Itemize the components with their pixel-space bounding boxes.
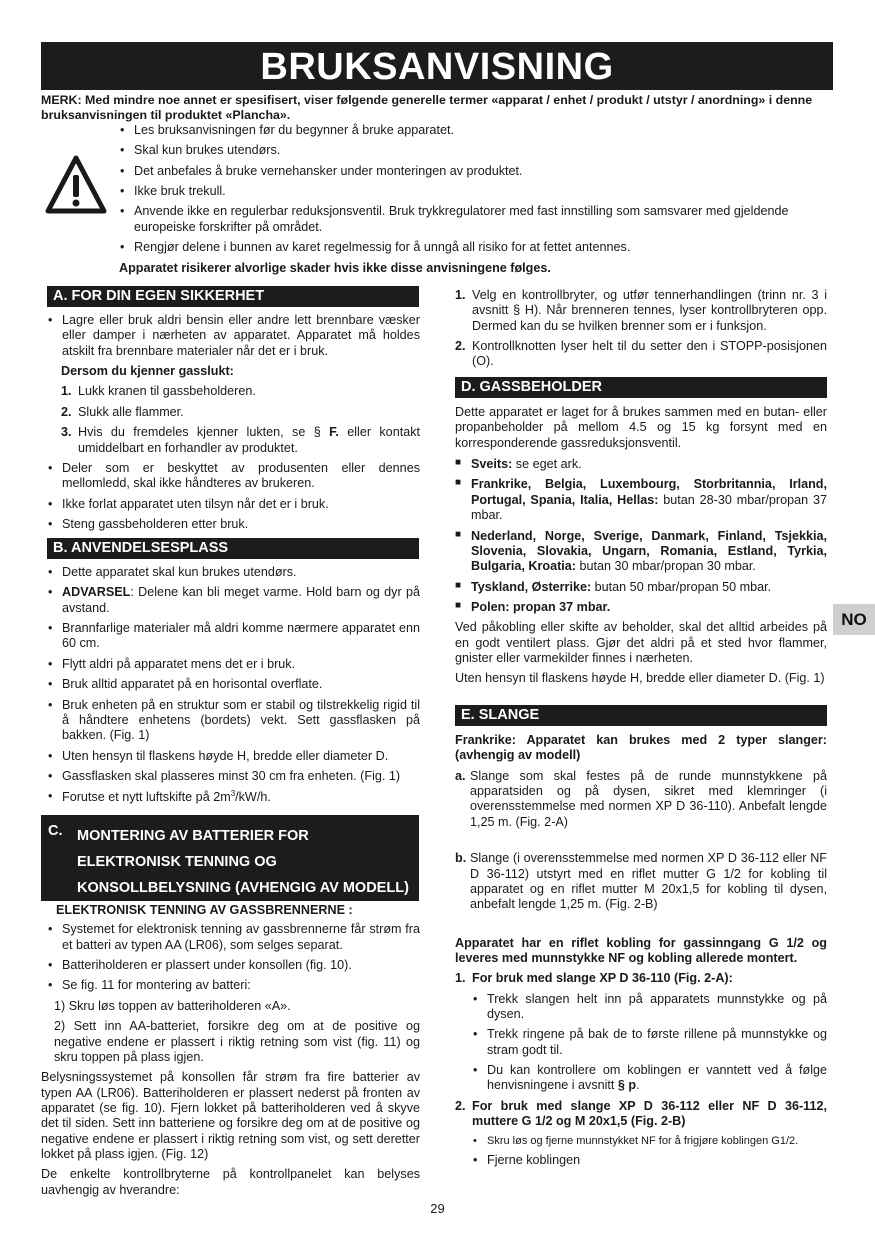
section-a-header: A. FOR DIN EGEN SIKKERHET xyxy=(47,286,419,307)
list-item: ■ Frankrike, Belgia, Luxembourg, Storbritannia, Irland, Portugal, Spania, Italia, Hellas: butan 28-30 mbar/propan 37 mbar. xyxy=(455,477,827,523)
section-d-header: D. GASSBEHOLDER xyxy=(455,377,827,398)
section-e-header: E. SLANGE xyxy=(455,705,827,726)
paragraph: Frankrike: Apparatet kan brukes med 2 typer slanger: (avhengig av modell) xyxy=(455,733,827,763)
list-item: a. Slange som skal festes på de runde munnstykkene på apparatsiden og på dysen, sikret med klemringer (i overensstemmelse med normen XP D 36-110). Anbefalt lengde 1,25 m. (Fig. 2-A) xyxy=(455,768,827,829)
section-e-body xyxy=(455,733,827,1173)
list-item: • Uten hensyn til flaskens høyde H, bredde eller diameter D. xyxy=(47,749,420,764)
paragraph: De enkelte kontrollbryterne på kontrollpanelet kan belyses uavhengig av hverandre: xyxy=(41,1167,420,1197)
list-item: • Dette apparatet skal kun brukes utendørs. xyxy=(47,565,420,580)
list-item: • Det anbefales å bruke vernehansker under monteringen av produktet. xyxy=(119,164,834,179)
list-item: • Forutse et nytt luftskifte på $2m^3/kW/h$. xyxy=(47,789,420,806)
section-c-subheading: ELEKTRONISK TENNING AV GASSBRENNERNE : xyxy=(56,903,353,917)
list-item: • Lagre eller bruk aldri bensin eller andre lett brennbare væsker eller damper i nærheten av apparatet. Apparatet må holdes atskilt fra brennbare materialer når det er i bruk. xyxy=(47,313,420,359)
list-item: • Bruk alltid apparatet på en horisontal overflate. xyxy=(47,677,420,692)
list-item: 2) Sett inn AA-batteriet, forsikre deg om at de positive og negative endene er plassert i riktig retning som vist (fig. 11) og skru toppen på plass igjen. xyxy=(54,1019,420,1064)
list-item: 3. Hvis du fremdeles kjenner lukten, se § F. eller kontakt umiddelbart en forhandler av produktet. xyxy=(61,425,420,455)
list-item: ■ Sveits: se eget ark. xyxy=(455,457,827,472)
list-item: ■ Tyskland, Østerrike: butan 50 mbar/propan 50 mbar. xyxy=(455,580,827,595)
list-item: ■ Polen: propan 37 mbar. xyxy=(455,600,827,615)
merk-note: MERK: Med mindre noe annet er spesifisert, viser følgende generelle termer «apparat / enhet / produkt / utstyr / anordning» i denne bruksanvisningen til produktet «Plancha». xyxy=(41,93,813,123)
section-a-body xyxy=(47,313,420,537)
list-item: • Flytt aldri på apparatet mens det er i bruk. xyxy=(47,657,420,672)
warning-list xyxy=(119,123,834,276)
list-item: • Brannfarlige materialer må aldri komme nærmere apparatet enn 60 cm. xyxy=(47,621,420,652)
list-item: • Du kan kontrollere om koblingen er vanntett ved å følge henvisningene i avsnitt § p. xyxy=(472,1063,827,1094)
list-item: • Trekk slangen helt inn på apparatets munnstykke og på dysen. xyxy=(472,992,827,1023)
paragraph: Dette apparatet er laget for å brukes sammen med en butan- eller propanbeholder på mellom 4.5 og 15 kg forsynt med en korresponderende gassreduksjonsventil. xyxy=(455,405,827,450)
list-item: 1. Velg en kontrollbryter, og utfør tennerhandlingen (trinn nr. 3 i avsnitt § H). Når brenneren tennes, lyser kontrollbryteren opp. Dermed kan du se hvilken brenner som er i funksjon. xyxy=(455,288,827,333)
list-item: • Rengjør delene i bunnen av karet regelmessig for å unngå all risiko for at fettet antennes. xyxy=(119,240,834,255)
list-item: 1. For bruk med slange XP D 36-110 (Fig. 2-A): xyxy=(455,971,733,986)
list-item: • Steng gassbeholderen etter bruk. xyxy=(47,517,420,532)
section-c-header: C. MONTERING AV BATTERIER FOR ELEKTRONISK TENNING OG KONSOLLBELYSNING (AVHENGIG AV MODELL) xyxy=(41,815,419,901)
page-title: BRUKSANVISNING xyxy=(41,42,833,90)
list-item: ■ Nederland, Norge, Sverige, Danmark, Finland, Tsjekkia, Slovenia, Slovakia, Ungarn, Romania, Estland, Tyrkia, Bulgaria, Kroatia: butan 30 mbar/propan 30 mbar. xyxy=(455,529,827,575)
list-item: • Systemet for elektronisk tenning av gassbrennerne får strøm fra et batteri av typen AA (LR06), som selges separat. xyxy=(47,922,420,953)
list-item: 1) Skru løs toppen av batteriholderen «A». xyxy=(54,998,291,1013)
section-c-body xyxy=(41,903,420,1198)
warning-bold-note: Apparatet risikerer alvorlige skader hvis ikke disse anvisningene følges. xyxy=(119,260,551,275)
paragraph: Apparatet har en riflet kobling for gassinngang G 1/2 og leveres med munnstykke NF og kobling allerede montert. xyxy=(455,935,827,965)
list-item: 2. For bruk med slange XP D 36-112 eller NF D 36-112, muttere G 1/2 og M 20x1,5 (Fig. 2-B) xyxy=(455,1098,827,1129)
language-tab: NO xyxy=(833,604,875,635)
list-item: • Fjerne koblingen xyxy=(472,1153,827,1168)
list-item: • ADVARSEL: Delene kan bli meget varme. Hold barn og dyr på avstand. xyxy=(47,585,420,616)
list-item: • Gassflasken skal plasseres minst 30 cm fra enheten. (Fig. 1) xyxy=(47,769,420,784)
list-item: 2. Slukk alle flammer. xyxy=(61,404,184,419)
list-item: • Skal kun brukes utendørs. xyxy=(119,143,834,158)
list-item: • Skru løs og fjerne munnstykket NF for å frigjøre koblingen G1/2. xyxy=(472,1135,827,1148)
warning-triangle-icon xyxy=(45,155,107,217)
list-item: • Anvende ikke en regulerbar reduksjonsventil. Bruk trykkregulatorer med fast innstilling som samsvarer med gjeldende europeiske forskrifter på området. xyxy=(119,204,834,235)
list-item: • Se fig. 11 for montering av batteri: xyxy=(47,978,420,993)
right-top-list xyxy=(455,288,827,375)
section-d-body xyxy=(455,405,827,687)
list-item: • Ikke forlat apparatet uten tilsyn når det er i bruk. xyxy=(47,497,420,512)
paragraph: Belysningssystemet på konsollen får strøm fra fire batterier av typen AA (LR06). Batteriholderen er plassert nederst på fronten av apparatet (se fig. 10). Fjern lokket på batteriholderen ved å skyve det til siden. Sett inn batteriene og forsikre deg om at de positive og negative endene er plassert i riktig retning som vist, og sett deretter lokket på plass igjen. (Fig. 12) xyxy=(41,1070,420,1162)
list-item: • Bruk enheten på en struktur som er stabil og tilstrekkelig rigid til å håndtere enhetens (bordets) vekt. Sett gassflasken på bakken. (Fig. 1) xyxy=(47,698,420,744)
page-number: 29 xyxy=(430,1201,445,1216)
gas-smell-heading: Dersom du kjenner gasslukt: xyxy=(61,364,234,379)
list-item: • Ikke bruk trekull. xyxy=(119,184,834,199)
section-b-body xyxy=(47,565,420,811)
paragraph: Ved påkobling eller skifte av beholder, skal det alltid arbeides på en godt ventilert plass. Gjør det aldri på et sted hvor flammer, gnister eller varmekilder finnes i nærheten. xyxy=(455,620,827,666)
list-item: 1. Lukk kranen til gassbeholderen. xyxy=(61,384,256,399)
list-item: 2. Kontrollknotten lyser helt til du setter den i STOPP-posisjonen (O). xyxy=(455,339,827,369)
list-item: • Batteriholderen er plassert under konsollen (fig. 10). xyxy=(47,958,420,973)
paragraph: Uten hensyn til flaskens høyde H, bredde eller diameter D. (Fig. 1) xyxy=(455,671,825,686)
list-item: • Deler som er beskyttet av produsenten eller dennes mellomledd, skal ikke håndteres av brukeren. xyxy=(47,461,420,492)
list-item: • Trekk ringene på bak de to første rillene på munnstykke og stram godt til. xyxy=(472,1027,827,1058)
list-item: b. Slange (i overensstemmelse med normen XP D 36-112 eller NF D 36-112) utstyrt med en riflet mutter G 1/2 for kobling til apparatet og en riflet mutter M 20x1,5 for kobling til dysen, anbefalt lengde 1,25 m. (Fig. 2-B) xyxy=(455,851,827,912)
list-item: • Les bruksanvisningen før du begynner å bruke apparatet. xyxy=(119,123,834,138)
section-b-header: B. ANVENDELSESPLASS xyxy=(47,538,419,559)
